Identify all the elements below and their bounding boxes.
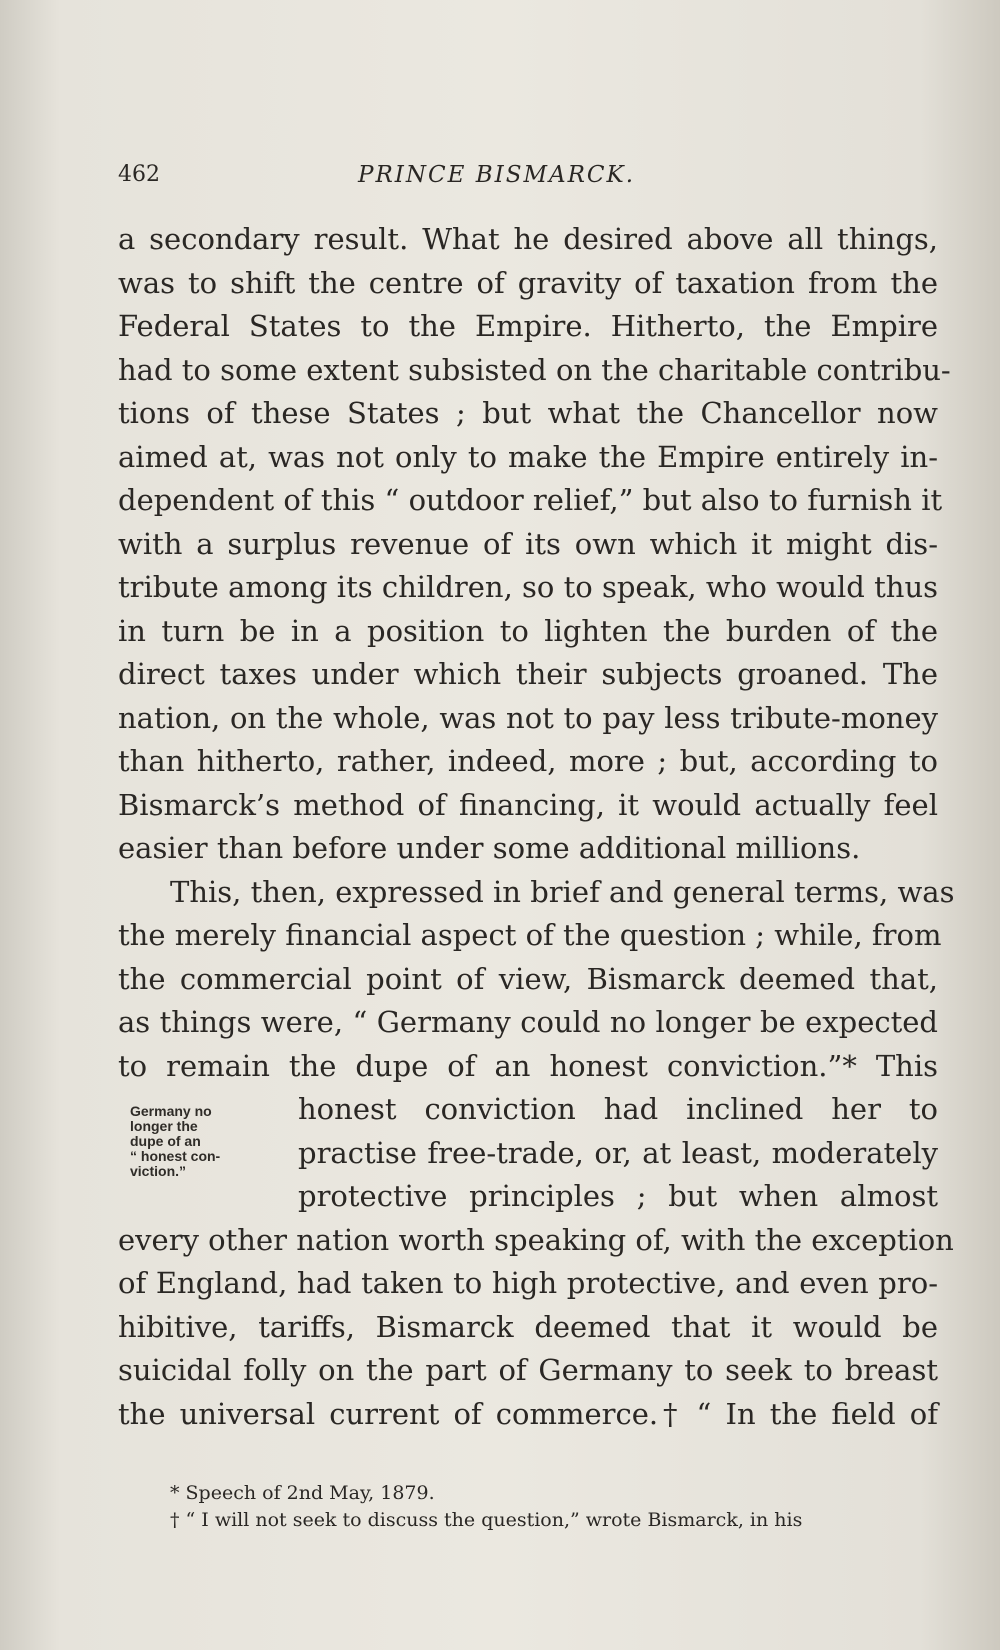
marginal-note — [130, 1104, 270, 1179]
text-line: in turn be in a position to lighten the burden of the — [118, 613, 938, 648]
text-line: practise free-trade, or, at least, moderately — [298, 1135, 938, 1170]
text-line: tribute among its children, so to speak, who would thus — [118, 570, 938, 604]
footnote: † “ I will not seek to discuss the question,” wrote Bismarck, in his — [170, 1509, 803, 1531]
body-text — [118, 218, 955, 1436]
text-line: nation, on the whole, was not to pay less tribute-money — [118, 700, 938, 735]
text-line: a secondary result. What he desired above all things, — [118, 222, 938, 256]
text-line: hibitive, tariffs, Bismarck deemed that it would be — [118, 1309, 938, 1344]
marginal-note-line: “ honest con- — [130, 1148, 221, 1164]
text-line: This, then, expressed in brief and general terms, was — [170, 874, 955, 909]
side-lines — [298, 1088, 938, 1219]
text-line: the merely financial aspect of the question ; while, from — [118, 918, 942, 952]
text-line: protective principles ; but when almost — [298, 1179, 938, 1213]
text-line: with a surplus revenue of its own which it might dis- — [118, 526, 938, 561]
side-note-block — [118, 1088, 938, 1219]
paragraph-2 — [118, 871, 955, 1437]
page-number: 462 — [118, 162, 160, 187]
text-line: of England, had taken to high protective, and even pro- — [118, 1266, 938, 1300]
text-line: than hitherto, rather, indeed, more ; but, according to — [118, 744, 938, 778]
text-line: aimed at, was not only to make the Empire entirely in- — [118, 439, 938, 474]
page-header — [118, 162, 908, 202]
text-line: the universal current of commerce.† “ In the field of — [118, 1396, 938, 1431]
text-line: every other nation worth speaking of, with the exception — [118, 1222, 954, 1257]
text-line: had to some extent subsisted on the charitable contribu- — [118, 352, 951, 387]
text-line: as things were, “ Germany could no longer be expected — [118, 1005, 938, 1039]
text-line: tions of these States ; but what the Chancellor now — [118, 396, 938, 430]
running-head: PRINCE BISMARCK. — [358, 162, 636, 188]
marginal-note-line: longer the — [130, 1118, 198, 1134]
text-line: direct taxes under which their subjects groaned. The — [118, 657, 938, 691]
marginal-note-line: Germany no — [130, 1103, 212, 1119]
footnote: * Speech of 2nd May, 1879. — [170, 1482, 435, 1504]
text-line: honest conviction had inclined her to — [298, 1092, 938, 1126]
text-line: was to shift the centre of gravity of taxation from the — [118, 265, 938, 300]
text-line: Federal States to the Empire. Hitherto, the Empire — [118, 309, 938, 343]
text-line: suicidal folly on the part of Germany to seek to breast — [118, 1353, 938, 1387]
text-line: to remain the dupe of an honest conviction.”* This — [118, 1048, 938, 1083]
footnotes — [170, 1480, 940, 1534]
text-line: Bismarck’s method of financing, it would actually feel — [118, 787, 938, 822]
paragraph-1 — [118, 218, 951, 871]
text-line: dependent of this “ outdoor relief,” but also to furnish it — [118, 483, 943, 517]
text-line: the commercial point of view, Bismarck deemed that, — [118, 961, 938, 996]
marginal-note-line: dupe of an — [130, 1133, 201, 1149]
marginal-note-line: viction.” — [130, 1163, 187, 1179]
text-line: easier than before under some additional millions. — [118, 831, 861, 865]
